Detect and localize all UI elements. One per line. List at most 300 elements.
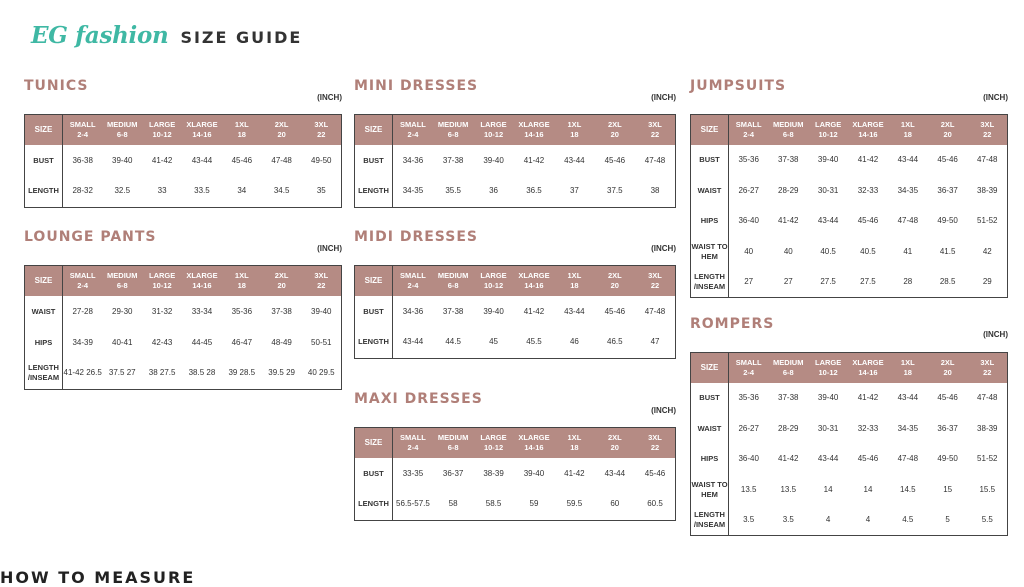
table-cell: 38 [650,186,660,196]
table-row [691,414,1008,445]
table-cell: 36-37 [442,468,464,478]
table-cell: 43-44 [897,155,919,165]
table-cell: 34 [237,186,247,196]
header-row [355,428,676,459]
size-name: 1XL [567,271,582,280]
size-table [354,114,676,208]
size-table [690,114,1008,298]
section-title: MAXI DRESSES [354,391,483,407]
unit-label: (INCH) [317,93,342,102]
size-name: 3XL [314,271,329,280]
size-name: 2XL [274,271,289,280]
table-cell: 14.5 [900,484,916,494]
page-title: SIZE GUIDE [180,28,303,47]
size-column-header [848,115,888,146]
section-title: MIDI DRESSES [354,229,478,245]
table-cell: 59 [529,499,539,509]
table-cell: 14 [863,484,873,494]
row-label: BUST [25,145,63,176]
size-column-header [302,115,342,146]
size-column-header [182,115,222,146]
size-name: 2XL [607,120,622,129]
size-name: 3XL [648,120,662,129]
size-range: 6-8 [782,130,794,139]
size-name: 1XL [234,271,249,280]
size-column-header [729,353,769,384]
table-cell: 3.5 [743,515,755,524]
size-name: MEDIUM [437,271,469,280]
size-range: 2-4 [407,443,419,452]
size-column-header [554,115,594,146]
size-column-header [302,266,342,297]
table-cell: 45-46 [231,155,253,165]
table-cell: 28 [903,277,913,286]
unit-label: (INCH) [983,93,1008,102]
size-name: LARGE [148,120,176,129]
size-column-header [968,353,1008,384]
header-row [355,115,676,146]
size-column-header [142,266,182,297]
size-range: 2-4 [77,130,89,139]
size-column-header [222,115,262,146]
table-cell: 40-41 [112,337,133,347]
table-cell: 41-42 [778,216,799,226]
size-column-header [768,353,808,384]
size-range: 22 [317,281,326,290]
table-cell: 47-48 [644,306,666,316]
size-range: 20 [610,443,619,452]
table-cell: 31-32 [151,306,173,316]
size-name: 1XL [567,120,582,129]
size-range: 20 [277,281,286,290]
size-column-header [102,115,142,146]
table-cell: 39-40 [112,155,133,165]
table-row [355,296,676,327]
size-name: MEDIUM [107,271,138,280]
table-cell: 36.5 [526,186,542,196]
table-cell: 27.5 [820,277,836,286]
table-row [25,358,342,389]
row-label: LENGTH /INSEAM [691,505,729,536]
table-cell: 41-42 [523,306,545,316]
size-range: 22 [650,281,660,290]
size-column-header [473,115,513,146]
size-column-header [102,266,142,297]
table-cell: 44-45 [191,337,213,347]
table-cell: 37.5 27 [108,368,136,378]
header-row [25,115,342,146]
row-label: LENGTH [355,176,393,207]
size-name: LARGE [480,120,507,129]
table-row [691,444,1008,475]
size-name: XLARGE [852,358,884,367]
size-range: 10-12 [483,281,504,290]
table-cell: 40 29.5 [307,368,335,378]
size-range: 2-4 [743,368,755,377]
table-cell: 41-42 [151,155,173,165]
table-cell: 37-38 [778,155,799,165]
table-row [691,267,1008,298]
size-name: 2XL [607,271,622,280]
size-name: 1XL [567,433,582,442]
table-cell: 37-38 [442,155,464,165]
table-cell: 58 [448,499,458,509]
table-cell: 34-36 [402,155,424,165]
size-name: 1XL [234,120,249,129]
size-name: 2XL [940,358,955,367]
size-range: 20 [610,130,619,139]
size-range: 22 [983,130,992,139]
row-label: WAIST TO HEM [691,475,729,506]
table-row [25,296,342,327]
table-cell: 59.5 [566,499,583,509]
table-cell: 36-37 [937,423,958,433]
table-cell: 41-42 [523,155,545,165]
table-cell: 28.5 [939,277,956,286]
table-cell: 46 [569,337,579,347]
size-name: 1XL [900,358,915,367]
size-column-header [888,115,928,146]
size-name: XLARGE [518,120,550,129]
size-range: 20 [943,130,952,139]
table-cell: 28-29 [778,423,799,433]
table-cell: 45-46 [604,306,626,316]
size-header-cell: SIZE [25,115,63,146]
table-cell: 60.5 [647,499,663,509]
table-cell: 39-40 [817,155,839,165]
table-cell: 36-40 [738,216,759,226]
table-cell: 29-30 [112,306,133,316]
table-cell: 5.5 [981,515,993,524]
size-range: 6-8 [447,130,459,139]
size-range: 6-8 [782,368,794,377]
table-cell: 47-48 [271,155,292,165]
size-range: 2-4 [743,130,755,139]
table-cell: 39-40 [483,155,504,165]
table-cell: 27 [783,277,793,286]
size-name: MEDIUM [773,358,804,367]
table-cell: 35-36 [231,306,253,316]
size-name: SMALL [400,120,426,129]
table-cell: 43-44 [402,337,424,347]
size-name: XLARGE [186,271,218,280]
size-name: 2XL [607,433,622,442]
table-cell: 45-46 [857,454,879,464]
table-row [355,327,676,358]
table-row [691,237,1008,268]
table-cell: 26-27 [738,423,759,433]
table-cell: 47-48 [897,216,919,226]
table-cell: 34.5 [273,186,290,196]
size-column-header [554,428,594,459]
size-range: 20 [610,281,619,290]
table-cell: 39-40 [817,393,839,403]
size-name: LARGE [480,271,507,280]
table-cell: 45.5 [526,337,542,347]
size-column-header [393,115,433,146]
size-column-header [808,353,848,384]
size-range: 14-16 [192,130,212,139]
table-cell: 42 [982,246,992,256]
row-label: BUST [691,145,729,176]
table-cell: 38-39 [977,423,998,433]
table-cell: 33 [157,186,167,196]
table-row [691,475,1008,506]
table-cell: 40.5 [860,246,876,256]
size-column-header [63,266,103,297]
table-cell: 15 [943,484,953,494]
size-name: XLARGE [518,433,550,442]
table-cell: 14 [823,484,833,494]
size-column-header [514,115,554,146]
table-cell: 4.5 [902,515,914,524]
row-label: LENGTH [355,327,393,358]
header-row [691,115,1008,146]
size-range: 22 [317,130,326,139]
table-cell: 51-52 [977,454,998,464]
size-column-header [393,266,433,297]
size-range: 10-12 [152,130,172,139]
row-label: BUST [691,383,729,414]
size-name: 3XL [314,120,329,129]
row-label: BUST [355,145,393,176]
size-name: SMALL [400,271,426,280]
row-label: LENGTH /INSEAM [691,267,729,298]
table-cell: 39 28.5 [228,368,256,378]
table-cell: 45-46 [604,155,626,165]
size-column-header [433,266,473,297]
table-cell: 44.5 [445,337,461,347]
size-range: 14-16 [524,443,544,452]
table-row [355,489,676,520]
size-name: LARGE [814,358,842,367]
size-range: 22 [983,368,992,377]
table-cell: 38-39 [483,468,504,478]
table-cell: 46.5 [607,337,623,347]
table-cell: 36-40 [738,454,759,464]
table-row [691,206,1008,237]
table-row [691,176,1008,207]
size-range: 20 [277,130,286,139]
section-rompers [690,316,1008,529]
size-range: 6-8 [116,130,128,139]
size-table [24,114,342,208]
brand-header [31,22,302,49]
size-column-header [595,428,635,459]
table-cell: 32-33 [857,185,879,195]
size-column-header [433,428,473,459]
table-cell: 28-29 [778,185,799,195]
section-title: LOUNGE PANTS [24,229,157,245]
table-cell: 29 [982,277,992,286]
section-tunics [24,78,342,196]
table-cell: 38.5 28 [188,368,216,378]
table-cell: 15.5 [979,484,996,494]
table-row [355,176,676,207]
size-name: XLARGE [518,271,550,280]
section-lounge-pants [24,229,342,383]
size-column-header [635,266,675,297]
table-cell: 47-48 [977,155,998,165]
size-column-header [729,115,769,146]
row-label: WAIST [691,176,729,207]
table-cell: 45-46 [937,155,958,165]
table-row [355,458,676,489]
size-column-header [848,353,888,384]
size-range: 18 [903,130,912,139]
size-column-header [635,428,675,459]
table-cell: 43-44 [897,393,919,403]
table-cell: 41 [903,246,913,256]
size-column-header [182,266,222,297]
row-label: LENGTH /INSEAM [25,358,63,389]
table-cell: 33-34 [191,306,213,316]
table-cell: 35 [316,186,326,196]
table-cell: 40.5 [820,246,836,256]
table-cell: 41-42 [778,454,799,464]
size-range: 10-12 [818,130,838,139]
section-midi-dresses [354,229,676,347]
table-cell: 37-38 [442,306,464,316]
table-cell: 47-48 [897,454,919,464]
row-label: WAIST [25,296,63,327]
table-cell: 36-38 [72,155,93,165]
table-cell: 28-32 [72,186,93,196]
table-cell: 38-39 [977,185,998,195]
size-column-header [595,266,635,297]
size-range: 18 [570,130,579,139]
unit-label: (INCH) [983,330,1008,339]
table-cell: 47-48 [644,155,666,165]
table-cell: 43-44 [817,216,839,226]
size-name: MEDIUM [773,120,804,129]
table-cell: 33-35 [402,468,424,478]
row-label: HIPS [25,327,63,358]
table-cell: 37.5 [607,186,623,196]
row-label: WAIST TO HEM [691,237,729,268]
table-cell: 56.5-57.5 [396,499,430,509]
unit-label: (INCH) [317,244,342,253]
size-column-header [473,428,513,459]
table-cell: 43-44 [191,155,213,165]
size-range: 6-8 [116,281,128,290]
table-cell: 39-40 [311,306,332,316]
table-cell: 36 [489,186,498,196]
table-cell: 36-37 [937,185,958,195]
size-range: 2-4 [407,130,419,139]
size-name: 2XL [940,120,955,129]
size-column-header [595,115,635,146]
table-cell: 13.5 [740,484,757,494]
size-header-cell: SIZE [355,115,393,146]
row-label: LENGTH [355,489,393,520]
size-table [354,265,676,359]
table-cell: 37-38 [271,306,292,316]
size-range: 14-16 [524,281,544,290]
section-title: MINI DRESSES [354,78,479,94]
header-row [691,353,1008,384]
table-cell: 3.5 [782,515,794,524]
table-cell: 43-44 [564,155,585,165]
size-name: 3XL [980,358,995,367]
table-cell: 30-31 [817,185,839,195]
table-cell: 41-42 [564,468,585,478]
section-mini-dresses [354,78,676,196]
table-cell: 4 [865,515,871,524]
table-cell: 34-36 [402,306,424,316]
size-column-header [473,266,513,297]
size-name: LARGE [814,120,842,129]
table-cell: 41-42 26.5 [63,368,102,378]
table-cell: 48-49 [271,337,292,347]
size-column-header [968,115,1008,146]
row-label: HIPS [691,444,729,475]
table-cell: 35.5 [445,186,461,196]
size-range: 6-8 [447,281,459,290]
size-column-header [554,266,594,297]
table-cell: 45 [489,337,498,347]
size-range: 18 [237,281,246,290]
table-cell: 32-33 [857,423,879,433]
table-row [691,505,1008,536]
table-cell: 51-52 [977,216,998,226]
table-cell: 37-38 [778,393,799,403]
table-row [25,176,342,207]
size-range: 14-16 [524,130,544,139]
size-column-header [514,428,554,459]
table-cell: 30-31 [817,423,839,433]
table-cell: 58.5 [485,499,502,509]
size-column-header [808,115,848,146]
size-table [24,265,342,390]
size-range: 14-16 [192,281,212,290]
table-cell: 43-44 [817,454,839,464]
table-cell: 46-47 [231,337,253,347]
table-cell: 26-27 [738,185,759,195]
size-header-cell: SIZE [691,353,729,384]
table-cell: 45-46 [937,393,958,403]
table-cell: 49-50 [311,155,332,165]
size-range: 18 [570,443,579,452]
size-range: 10-12 [483,130,504,139]
size-column-header [514,266,554,297]
table-cell: 27-28 [72,306,93,316]
size-name: 1XL [900,120,915,129]
table-cell: 39-40 [483,306,504,316]
size-name: 3XL [648,433,662,442]
table-cell: 45-46 [857,216,879,226]
table-cell: 32.5 [114,186,131,196]
size-range: 20 [943,368,952,377]
table-row [691,145,1008,176]
row-label: BUST [355,458,393,489]
unit-label: (INCH) [651,93,676,102]
table-cell: 50-51 [311,337,332,347]
section-title: TUNICS [24,78,89,94]
size-range: 14-16 [858,130,878,139]
table-cell: 40 [783,246,793,256]
footer-heading: HOW TO MEASURE [0,568,196,587]
size-column-header [928,115,968,146]
size-column-header [393,428,433,459]
table-cell: 34-35 [897,185,919,195]
size-range: 18 [570,281,579,290]
row-label: LENGTH [25,176,63,207]
table-cell: 34-35 [897,423,919,433]
size-column-header [768,115,808,146]
size-name: MEDIUM [107,120,138,129]
unit-label: (INCH) [651,406,676,415]
